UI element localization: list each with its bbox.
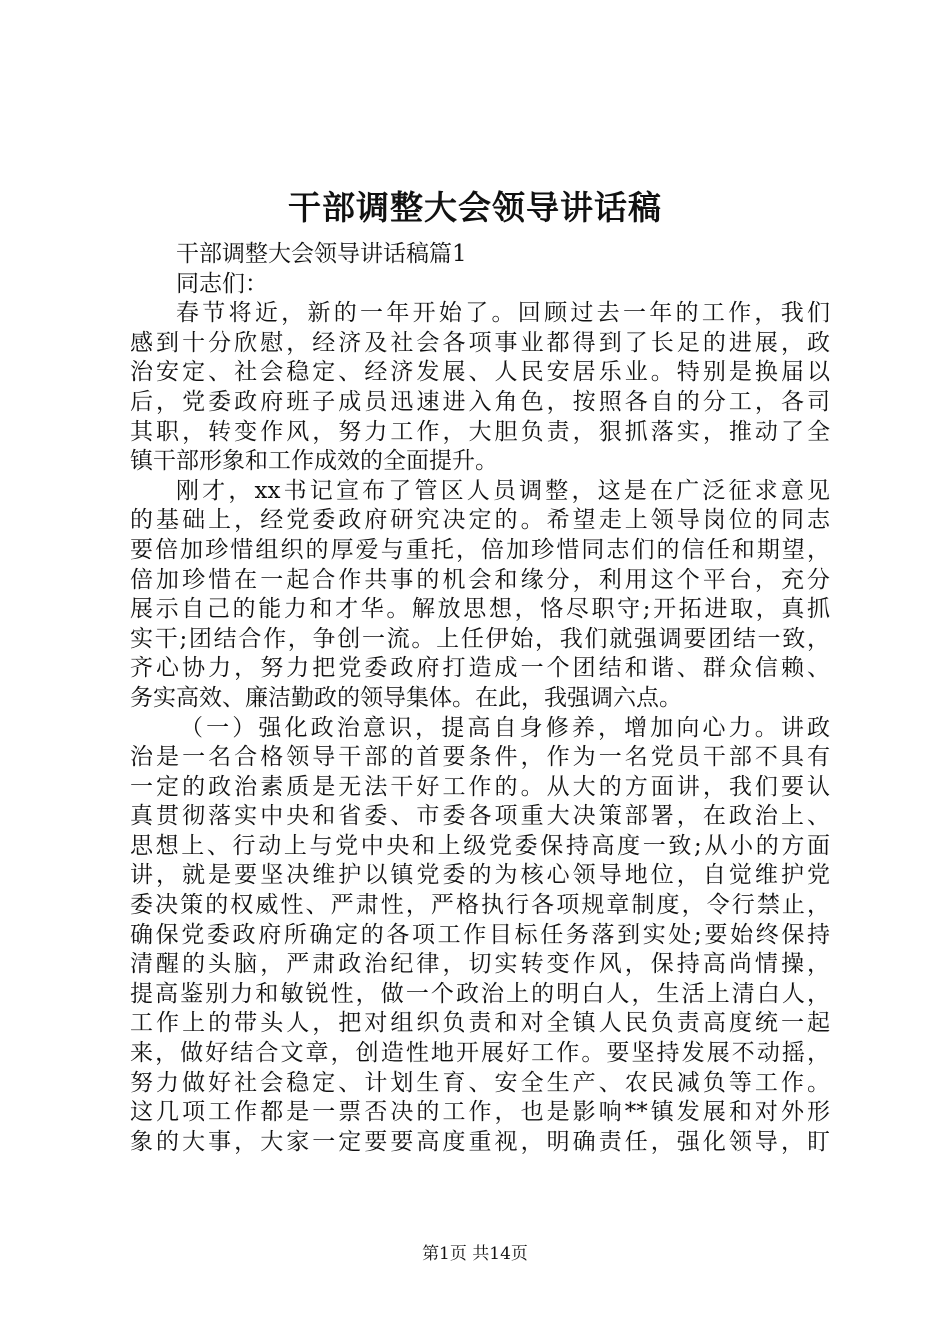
text-line: 同志们： [176, 270, 268, 297]
text-line: 感到十分欣慰，经济及社会各项事业都得到了长足的进展，政 [130, 329, 830, 356]
text-line: 治是一名合格领导干部的首要条件，作为一名党员干部不具有 [130, 744, 830, 771]
text-line: 委决策的权威性、严肃性，严格执行各项规章制度，令行禁止， [130, 892, 830, 919]
document-body [130, 240, 830, 1157]
text-line: 其职，转变作风，努力工作，大胆负责，狠抓落实，推动了全 [130, 418, 830, 445]
text-line: 倍加珍惜在一起合作共事的机会和缘分，利用这个平台，充分 [130, 566, 830, 593]
text-line: 这几项工作都是一票否决的工作，也是影响**镇发展和对外形 [130, 1099, 830, 1126]
text-line: （一）强化政治意识，提高自身修养，增加向心力。讲政 [180, 714, 830, 741]
text-line: 的基础上，经党委政府研究决定的。希望走上领导岗位的同志 [130, 507, 830, 534]
text-line: 清醒的头脑，严肃政治纪律，切实转变作风，保持高尚情操， [130, 951, 830, 978]
text-line: 展示自己的能力和才华。解放思想，恪尽职守;开拓进取，真抓 [130, 596, 830, 623]
text-line: 工作上的带头人，把对组织负责和对全镇人民负责高度统一起 [130, 1010, 830, 1037]
text-line: 象的大事，大家一定要要高度重视，明确责任，强化领导，盯 [130, 1128, 830, 1155]
text-line: 确保党委政府所确定的各项工作目标任务落到实处;要始终保持 [130, 921, 830, 948]
text-line: 齐心协力，努力把党委政府打造成一个团结和谐、群众信赖、 [130, 655, 830, 682]
text-line: 思想上、行动上与党中央和上级党委保持高度一致;从小的方面 [130, 832, 830, 859]
text-line: 实干;团结合作，争创一流。上任伊始，我们就强调要团结一致， [130, 625, 830, 652]
text-line: 干部调整大会领导讲话稿篇1 [176, 241, 467, 267]
text-line: 后，党委政府班子成员迅速进入角色，按照各自的分工，各司 [130, 388, 830, 415]
text-line: 提高鉴别力和敏锐性，做一个政治上的明白人，生活上清白人， [130, 980, 830, 1007]
text-line: 来，做好结合文章，创造性地开展好工作。要坚持发展不动摇， [130, 1040, 830, 1067]
text-line: 春节将近，新的一年开始了。回顾过去一年的工作，我们 [176, 300, 830, 327]
text-line: 镇干部形象和工作成效的全面提升。 [130, 448, 498, 475]
document-title: 干部调整大会领导讲话稿 [288, 188, 662, 227]
text-line: 一定的政治素质是无法干好工作的。从大的方面讲，我们要认 [130, 773, 830, 800]
text-line: 要倍加珍惜组织的厚爱与重托，倍加珍惜同志们的信任和期望， [130, 536, 830, 563]
text-line: 真贯彻落实中央和省委、市委各项重大决策部署，在政治上、 [130, 803, 830, 830]
text-line: 刚才，xx书记宣布了管区人员调整，这是在广泛征求意见 [176, 477, 830, 504]
text-line: 治安定、社会稳定、经济发展、人民安居乐业。特别是换届以 [130, 359, 830, 386]
text-line: 努力做好社会稳定、计划生育、安全生产、农民减负等工作。 [130, 1069, 830, 1096]
text-line: 务实高效、廉洁勤政的领导集体。在此，我强调六点。 [130, 684, 682, 711]
text-line: 讲，就是要坚决维护以镇党委的为核心领导地位，自觉维护党 [130, 862, 830, 889]
page-number-footer: 第1页 共14页 [422, 1244, 528, 1264]
